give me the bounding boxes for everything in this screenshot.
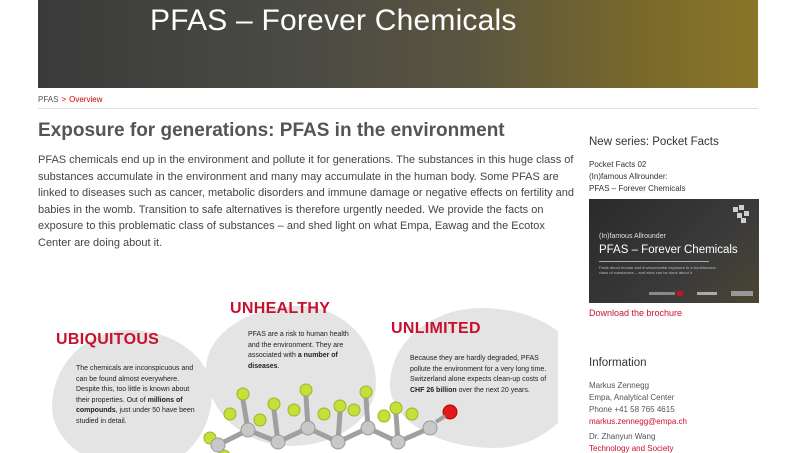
intro-paragraph: PFAS chemicals end up in the environment and pollute it for generations. The substances in this huge class of substances accumulate in the environment and many may accumulate in the human body. Some PFAS are linked to diseases such as cancer, metabolic disorders and immune damage or negative effects on fertility and babies in the womb. Transition to safe alternatives is therefore urgently needed. We provide the facts on exposure to this problematic class of substances – and shed light on what Empa, Eawag and the Ecotox Center are doing about it. [38, 154, 575, 249]
contact-name: Dr. Zhanyun Wang [589, 432, 656, 441]
contact-organization: Empa, Analytical Center [589, 393, 675, 402]
pfas-infographic [38, 290, 558, 453]
heading-ubiquitous: UBIQUITOUS [56, 331, 160, 348]
contact-department-link[interactable]: Technology and Society [589, 444, 674, 453]
breadcrumb-separator: > [61, 95, 67, 104]
contact-name: Markus Zennegg [589, 381, 650, 390]
heading-unhealthy: UNHEALTHY [230, 300, 331, 317]
information-heading: Information [589, 357, 647, 369]
contact-phone: Phone +41 58 765 4615 [589, 405, 675, 414]
brochure-description: Facts about human and environmental exposure to a troublesome class of substances – and what can be done about it. [599, 265, 716, 275]
brochure-cover-image[interactable] [589, 199, 759, 303]
pfas-molecule-illustration [198, 370, 458, 453]
breadcrumb-root-link[interactable]: PFAS [38, 95, 59, 104]
brochure-title: PFAS – Forever Chemicals [599, 244, 738, 256]
brochure-divider [599, 261, 709, 262]
text-unlimited: Because they are hardly degraded, PFAS pollute the environment for a very long time. Switzerland alone expects clean-up costs of CHF 26 billion over the next 20 years. [410, 355, 547, 394]
breadcrumb-current[interactable]: Overview [69, 95, 103, 104]
sidebar-series-heading: New series: Pocket Facts [589, 136, 719, 148]
pocket-facts-line: Pocket Facts 02 [589, 160, 647, 169]
partner-logos [649, 291, 755, 297]
download-brochure-link[interactable]: Download the brochure [589, 308, 683, 318]
hero-banner [38, 0, 758, 88]
page-title: Exposure for generations: PFAS in the environment [38, 120, 505, 141]
divider [38, 108, 758, 109]
text-unhealthy: PFAS are a risk to human health and the environment. They are associated with a number of diseases. [248, 331, 349, 370]
heading-unlimited: UNLIMITED [391, 320, 481, 337]
brochure-subtitle: (In)famous Allrounder [599, 233, 666, 240]
breadcrumb [38, 95, 102, 104]
pocket-facts-line: PFAS – Forever Chemicals [589, 184, 686, 193]
hero-title: PFAS – Forever Chemicals [150, 4, 517, 37]
contact-email-link[interactable]: markus.zennegg@empa.ch [589, 417, 687, 426]
pocket-facts-line: (In)famous Allrounder: [589, 172, 668, 181]
molecule-cube-icon [729, 203, 753, 227]
text-ubiquitous: The chemicals are inconspicuous and can be found almost everywhere. Despite this, too little is known about their properties. Out of millions of compounds, just under 50 have been studied in detail. [76, 365, 195, 425]
